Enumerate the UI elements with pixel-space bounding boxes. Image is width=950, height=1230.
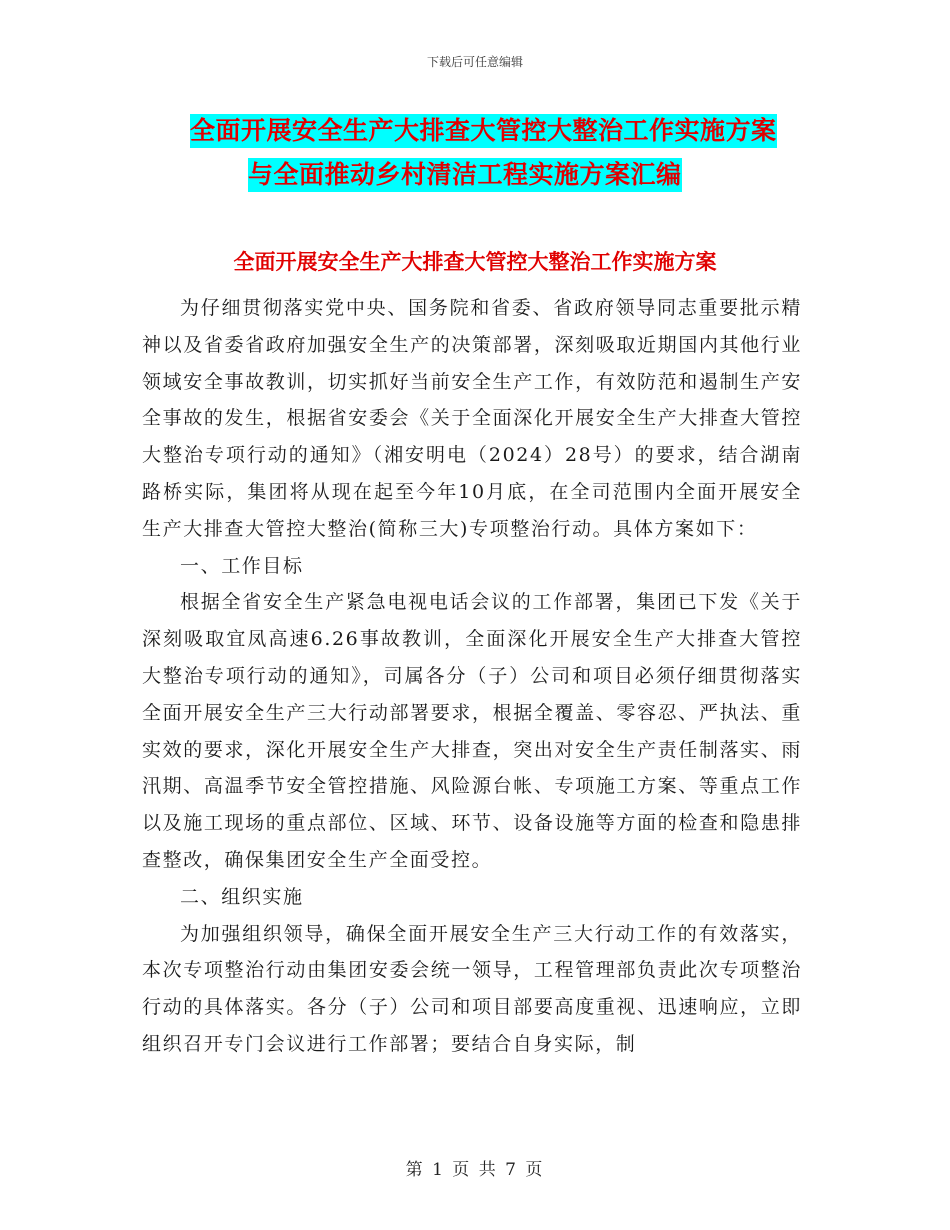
section-heading-goals: 一、工作目标 bbox=[180, 554, 304, 577]
page-number: 第 1 页 共 7 页 bbox=[405, 1160, 545, 1180]
section-title: 全面开展安全生产大排查大管控大整治工作实施方案 bbox=[233, 250, 717, 274]
paragraph: 为仔细贯彻落实党中央、国务院和省委、省政府领导同志重要批示精神以及省委省政府加强安全生产的决策部署，深刻吸取近期国内其他行业领域安全事故教训，切实抓好当前安全生产工作，有效防范和遏制生产安全事故的发生，根据省安委会《关于全面深化开展安全生产大排查大管控大整治专项行动的通知》（湘安明电（2024）28号）的要求，结合湖南路桥实际，集团将从现在起至今年10月底，在全司范围内全面开展安全生产大排查大管控大整治(简称三大)专项整治行动。具体方案如下： bbox=[142, 297, 802, 540]
document-title-line1: 全面开展安全生产大排查大管控大整治工作实施方案 bbox=[190, 114, 777, 148]
paragraph: 为加强组织领导，确保全面开展安全生产三大行动工作的有效落实，本次专项整治行动由集团安委会统一领导，工程管理部负责此次专项整治行动的具体落实。各分（子）公司和项目部要高度重视、迅速响应，立即组织召开专门会议进行工作部署；要结合自身实际，制 bbox=[142, 922, 802, 1055]
document-title-line2: 与全面推动乡村清洁工程实施方案汇编 bbox=[248, 158, 682, 192]
document-body bbox=[142, 290, 802, 1063]
header-note: 下载后可任意编辑 bbox=[426, 55, 523, 69]
paragraph: 根据全省安全生产紧急电视电话会议的工作部署，集团已下发《关于深刻吸取宜凤高速6.26事故教训，全面深化开展安全生产大排查大管控大整治专项行动的通知》，司属各分（子）公司和项目必须仔细贯彻落实全面开展安全生产三大行动部署要求，根据全覆盖、零容忍、严执法、重实效的要求，深化开展安全生产大排查，突出对安全生产责任制落实、雨汛期、高温季节安全管控措施、风险源台帐、专项施工方案、等重点工作以及施工现场的重点部位、区域、环节、设备设施等方面的检查和隐患排查整改，确保集团安全生产全面受控。 bbox=[142, 591, 802, 871]
section-heading-organization: 二、组织实施 bbox=[180, 885, 304, 908]
